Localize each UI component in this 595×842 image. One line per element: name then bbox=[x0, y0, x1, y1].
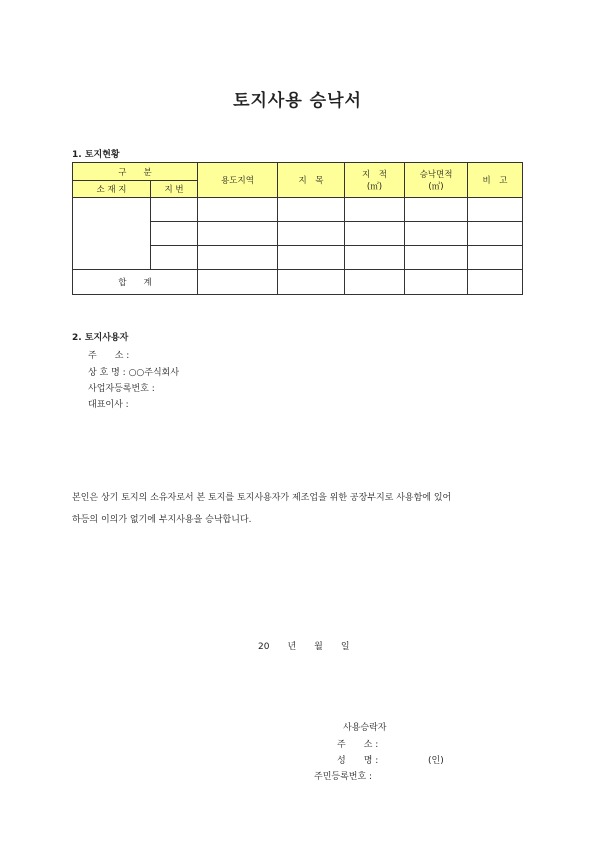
signer-name-label: 성 명 : bbox=[337, 756, 379, 766]
section-2-heading: 2. 토지사용자 bbox=[72, 333, 129, 343]
note-value-cell bbox=[468, 246, 523, 270]
category-value-cell bbox=[278, 198, 345, 222]
total-area-cell bbox=[345, 270, 405, 295]
consent-statement-line-2: 하등의 이의가 없기에 부지사용을 승낙합니다. bbox=[72, 515, 252, 525]
area-value-cell bbox=[345, 222, 405, 246]
header-area-cell bbox=[345, 163, 405, 198]
user-ceo-line bbox=[88, 397, 129, 410]
note-value-cell bbox=[468, 222, 523, 246]
header-lot-cell: 지 번 bbox=[151, 181, 198, 198]
header-group-cell: 구 분 bbox=[73, 163, 198, 181]
total-zone-cell bbox=[198, 270, 278, 295]
signer-heading: 사용승락자 bbox=[343, 723, 387, 733]
zone-value-cell bbox=[198, 198, 278, 222]
document-title: 토지사용 승낙서 bbox=[233, 91, 362, 111]
total-note-cell bbox=[468, 270, 523, 295]
signer-address-label: 주 소 : bbox=[337, 740, 379, 750]
seal-mark: (인) bbox=[428, 756, 444, 766]
user-bizno-line bbox=[88, 381, 155, 394]
lot-value-cell bbox=[151, 198, 198, 222]
header-category-cell: 지 목 bbox=[278, 163, 345, 198]
lot-value-cell bbox=[151, 246, 198, 270]
consent-statement-line-1: 본인은 상기 토지의 소유자로서 본 토지를 토지사용자가 제조업을 위한 공장부지로 사용함에 있어 bbox=[72, 493, 452, 503]
date-line: 20 년 월 일 bbox=[258, 642, 350, 652]
header-area-unit: (㎡) bbox=[366, 182, 383, 192]
area-value-cell bbox=[345, 198, 405, 222]
approved-area-value-cell bbox=[405, 222, 468, 246]
note-value-cell bbox=[468, 198, 523, 222]
header-location-cell: 소 재 지 bbox=[73, 181, 151, 198]
total-approved-area-cell bbox=[405, 270, 468, 295]
user-company-label: 상 호 명 : bbox=[88, 368, 126, 378]
header-approved-area-label: 승낙면적 bbox=[419, 170, 453, 180]
header-zone-cell: 용도지역 bbox=[198, 163, 278, 198]
land-status-table bbox=[72, 162, 523, 295]
header-note-cell: 비 고 bbox=[468, 163, 523, 198]
total-category-cell bbox=[278, 270, 345, 295]
header-area-label: 지 적 bbox=[362, 170, 387, 180]
section-1-heading: 1. 토지현황 bbox=[72, 150, 120, 160]
category-value-cell bbox=[278, 246, 345, 270]
header-approved-area-cell bbox=[405, 163, 468, 198]
lot-value-cell bbox=[151, 222, 198, 246]
user-company-value: ○○주식회사 bbox=[128, 368, 180, 378]
user-bizno-label: 사업자등록번호 : bbox=[88, 384, 155, 394]
user-company-line bbox=[88, 365, 179, 378]
location-value-cell bbox=[73, 198, 151, 270]
category-value-cell bbox=[278, 222, 345, 246]
consent-statement bbox=[72, 487, 527, 531]
total-label-cell: 합 계 bbox=[73, 270, 198, 295]
header-approved-area-unit: (㎡) bbox=[428, 182, 444, 192]
user-ceo-label: 대표이사 : bbox=[88, 400, 129, 410]
approved-area-value-cell bbox=[405, 246, 468, 270]
area-value-cell bbox=[345, 246, 405, 270]
zone-value-cell bbox=[198, 222, 278, 246]
user-address-label: 주 소 : bbox=[88, 351, 130, 361]
zone-value-cell bbox=[198, 246, 278, 270]
user-address-line bbox=[88, 348, 129, 361]
signer-resident-no-label: 주민등록번호 : bbox=[314, 772, 373, 782]
approved-area-value-cell bbox=[405, 198, 468, 222]
